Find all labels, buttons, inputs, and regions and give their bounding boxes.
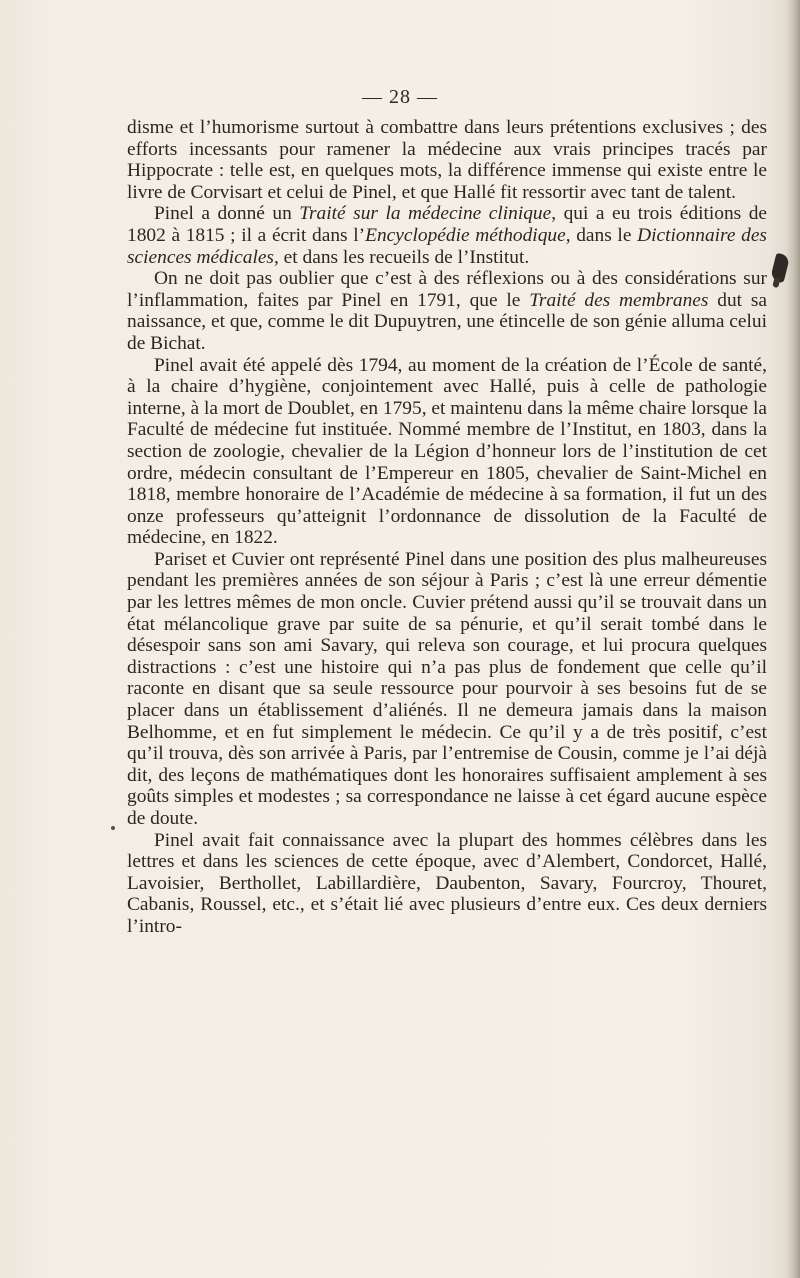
paragraph-text: dut sa naissance, et que, comme le dit Dupuytren, une étincelle de son génie alluma celui de Bichat. bbox=[127, 289, 767, 354]
paragraph bbox=[127, 268, 767, 354]
paragraph bbox=[127, 355, 767, 549]
italic-title-text: Traité sur la médecine clinique bbox=[299, 203, 552, 225]
paragraph-text: , qui a eu trois éditions de 1802 à 1815 ; il a écrit dans l’ bbox=[127, 203, 767, 246]
paragraph-text: disme et l’humorisme surtout à combattre dans leurs prétentions exclusives ; des efforts incessants pour ramener la médecine aux vrais principes tracés par Hippocrate : telle est, en quelques mots, la différence immense qui existe entre le livre de Corvisart et celui de Pinel, et que Hallé fit ressortir avec tant de talent. bbox=[127, 117, 767, 203]
page-edge-shadow bbox=[786, 0, 800, 1278]
italic-title-text: Traité des membranes bbox=[529, 289, 709, 311]
paper-speck bbox=[111, 826, 115, 830]
paragraph bbox=[127, 830, 767, 938]
paragraph-text: On ne doit pas oublier que c’est à des réflexions ou à des considérations sur l’inflammation, faites par Pinel en 1791, que le bbox=[127, 268, 767, 311]
paragraph bbox=[127, 549, 767, 830]
paragraph bbox=[127, 117, 767, 203]
body-text bbox=[127, 117, 767, 938]
paragraph-text: , et dans les recueils de l’Institut. bbox=[273, 246, 530, 268]
page-number: — 28 — bbox=[362, 86, 438, 108]
italic-title-text: Dictionnaire des sciences médicales bbox=[127, 224, 767, 268]
paragraph-text: Pinel avait fait connaissance avec la plupart des hommes célèbres dans les lettres et dans les sciences de cette époque, avec d’Alembert, Condorcet, Hallé, Lavoisier, Berthollet, Labillardière, Daubenton, Savary, Fourcroy, Thouret, Cabanis, Roussel, etc., et s’était lié avec plusieurs d’entre eux. Ces deux derniers l’intro- bbox=[127, 829, 767, 937]
paragraph-text: Pinel avait été appelé dès 1794, au moment de la création de l’École de santé, à la chaire d’hygiène, conjointement avec Hallé, puis à celle de pathologie interne, à la mort de Doublet, en 1795, et maintenu dans la même chaire lorsque la Faculté de médecine fut instituée. Nommé membre de l’Institut, en 1803, dans la section de zoologie, chevalier de la Légion d’honneur lors de l’institution de cet ordre, médecin consultant de l’Empereur en 1805, chevalier de Saint-Michel en 1818, membre honoraire de l’Académie de médecine à sa formation, il fut un des onze professeurs qu’atteignit l’ordonnance de dissolution de la Faculté de médecine, en 1822. bbox=[127, 354, 767, 549]
paragraph-text: Pariset et Cuvier ont représenté Pinel dans une position des plus malheureuses pendant les premières années de son séjour à Paris ; c’est là une erreur démentie par les lettres mêmes de mon oncle. Cuvier prétend aussi qu’il se trouvait dans un état mélancolique grave par suite de sa pénurie, et qu’il serait tombé dans le désespoir sans son ami Savary, qui releva son courage, et lui procura quelques distractions : c’est une histoire qui n’a pas plus de fondement que celle qu’il raconte en disant que sa seule ressource pour pourvoir à ses besoins fut de se placer dans un établissement d’aliénés. Il ne demeura jamais dans la maison Belhomme, et en fut simplement le médecin. Ce qu’il y a de très positif, c’est qu’il trouva, dès son arrivée à Paris, par l’entremise de Cousin, comme je l’ai déjà dit, des leçons de mathématiques dont les honoraires suffisaient amplement à ses goûts simples et modestes ; sa correspondance ne laisse à cet égard aucune espèce de doute. bbox=[127, 548, 767, 829]
paragraph-text: Pinel a donné un bbox=[154, 203, 300, 225]
paragraph bbox=[127, 203, 767, 268]
italic-title-text: Encyclopédie méthodique bbox=[365, 224, 566, 246]
paragraph-text: , dans le bbox=[565, 224, 638, 246]
